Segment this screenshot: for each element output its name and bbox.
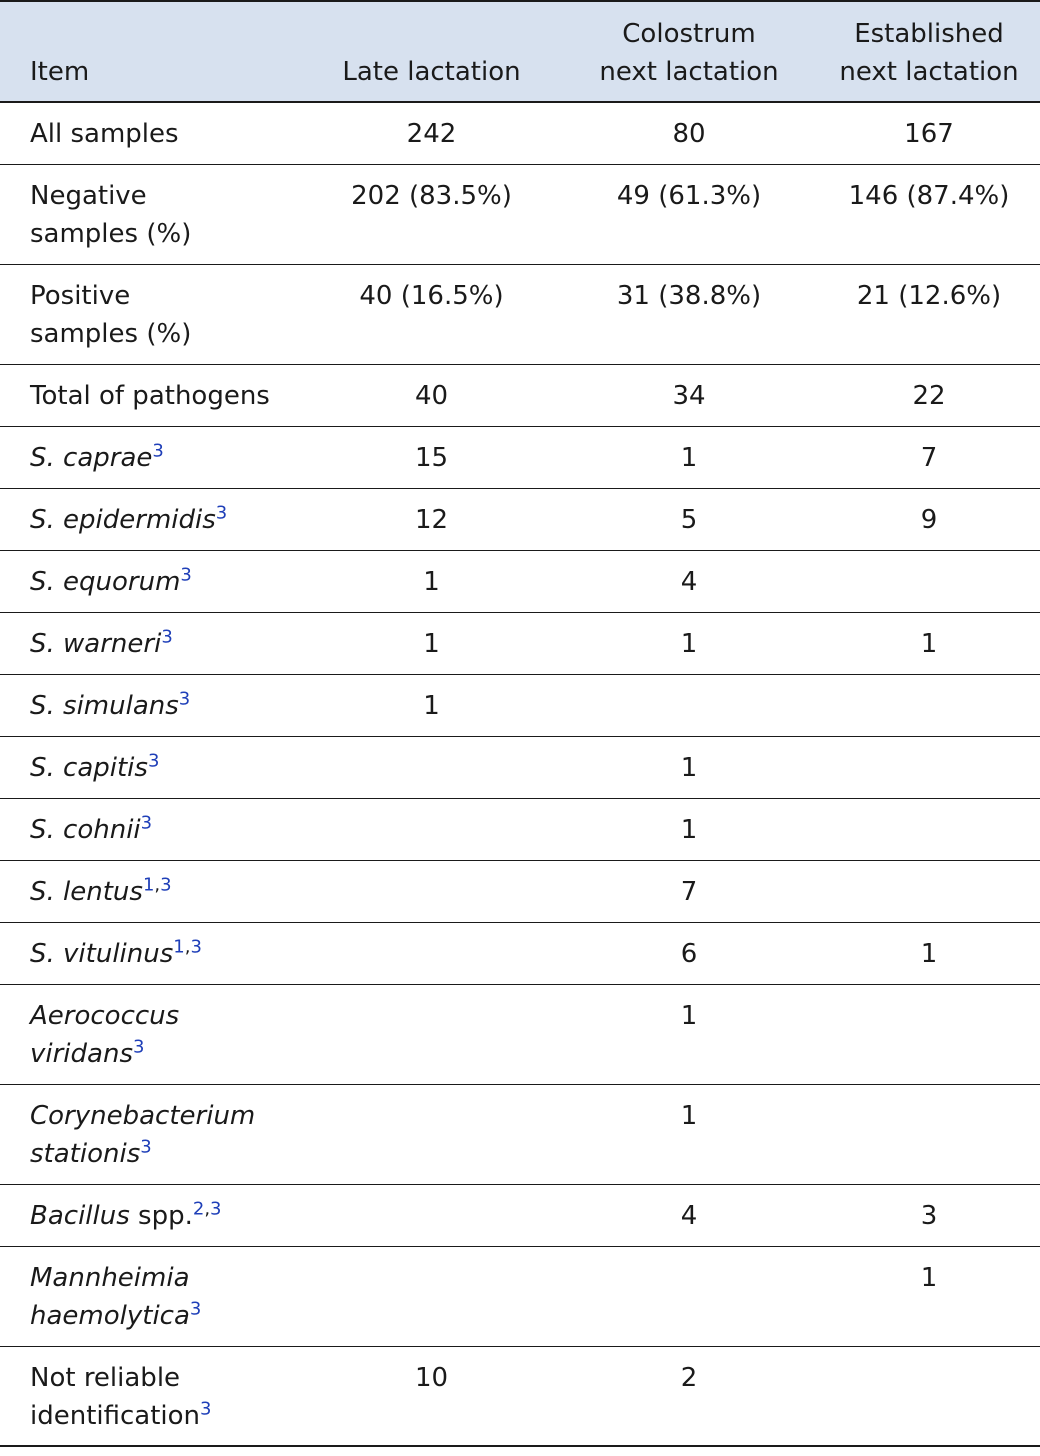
row-label-line2: identification xyxy=(30,1400,201,1431)
table-row xyxy=(0,1184,1040,1246)
species-name: S. cohnii xyxy=(30,814,141,845)
row-label xyxy=(0,1084,303,1184)
row-label xyxy=(0,1184,303,1246)
species-name-line2: stationis xyxy=(30,1138,141,1169)
table-header xyxy=(0,1,1040,102)
footnote-ref[interactable]: 3 xyxy=(210,1197,222,1219)
row-label: All samples xyxy=(30,119,179,149)
table-row xyxy=(0,426,1040,488)
cell-late: 1 xyxy=(423,690,440,721)
cell-colostrum: 1 xyxy=(680,1100,698,1131)
species-name: S. warneri xyxy=(30,628,162,659)
cell-late: 40 (16.5%) xyxy=(359,280,504,311)
table-row xyxy=(0,1084,1040,1184)
header-established-line1: Established xyxy=(854,19,1004,49)
cell-late xyxy=(303,1084,560,1184)
cell-established: 7 xyxy=(920,442,938,473)
species-name: S. simulans xyxy=(30,690,179,721)
cell-established xyxy=(818,860,1040,922)
cell-established: 3 xyxy=(920,1200,938,1231)
table-row xyxy=(0,922,1040,984)
footnote-ref[interactable]: 3 xyxy=(190,935,202,957)
species-name: S. lentus xyxy=(30,876,143,907)
row-label-line1: Negative xyxy=(30,180,147,211)
row-label-line1: Not reliable xyxy=(30,1362,181,1393)
cell-established: 9 xyxy=(920,504,938,535)
cell-colostrum: 6 xyxy=(680,938,698,969)
cell-established xyxy=(818,1346,1040,1446)
row-label xyxy=(0,736,303,798)
header-established-line2: next lactation xyxy=(839,57,1019,87)
cell-late xyxy=(303,860,560,922)
table-row xyxy=(0,798,1040,860)
cell-established: 1 xyxy=(920,1262,938,1293)
footnote-separator: , xyxy=(184,935,191,957)
species-name-line2: viridans xyxy=(30,1038,133,1069)
cell-colostrum: 31 (38.8%) xyxy=(616,280,762,311)
cell-established xyxy=(818,736,1040,798)
footnote-ref[interactable]: 1 xyxy=(142,873,155,895)
row-label xyxy=(0,922,303,984)
cell-colostrum: 4 xyxy=(680,566,698,597)
footnote-ref[interactable]: 3 xyxy=(140,811,153,833)
row-label xyxy=(0,984,303,1084)
species-name: S. vitulinus xyxy=(30,938,174,969)
header-item: Item xyxy=(30,57,90,87)
cell-established xyxy=(818,798,1040,860)
footnote-ref[interactable]: 3 xyxy=(132,1035,145,1057)
table-row xyxy=(0,736,1040,798)
cell-colostrum: 1 xyxy=(680,1000,698,1031)
row-label: Total of pathogens xyxy=(30,380,270,411)
footnote-ref[interactable]: 1 xyxy=(173,935,185,957)
footnote-separator: , xyxy=(204,1197,211,1219)
cell-established xyxy=(818,674,1040,736)
footnote-ref[interactable]: 3 xyxy=(140,1135,152,1157)
table-row xyxy=(0,164,1040,264)
row-label xyxy=(0,488,303,550)
footnote-ref[interactable]: 3 xyxy=(161,625,173,647)
cell-colostrum: 80 xyxy=(672,119,706,149)
footnote-ref[interactable]: 2 xyxy=(192,1197,205,1219)
row-label xyxy=(0,550,303,612)
cell-established: 146 (87.4%) xyxy=(848,180,1010,211)
species-name: Bacillus xyxy=(30,1200,130,1231)
row-label xyxy=(0,798,303,860)
footnote-ref[interactable]: 3 xyxy=(200,1397,212,1419)
cell-late: 1 xyxy=(423,628,440,659)
footnote-ref[interactable]: 3 xyxy=(147,749,160,771)
cell-late xyxy=(303,736,560,798)
cell-established: 1 xyxy=(920,938,938,969)
header-late-lactation: Late lactation xyxy=(342,57,521,87)
footnote-ref[interactable]: 3 xyxy=(180,563,192,585)
cell-late xyxy=(303,1184,560,1246)
row-label xyxy=(0,860,303,922)
table-row xyxy=(0,364,1040,426)
cell-late: 10 xyxy=(414,1362,449,1393)
cell-late: 242 xyxy=(406,119,457,149)
row-label-line2: samples (%) xyxy=(30,318,192,349)
table-row xyxy=(0,102,1040,164)
row-label-line1: Positive xyxy=(30,280,131,311)
table-row xyxy=(0,984,1040,1084)
cell-late xyxy=(303,1246,560,1346)
footnote-ref[interactable]: 3 xyxy=(160,873,172,895)
cell-late xyxy=(303,798,560,860)
cell-late: 1 xyxy=(423,566,440,597)
footnote-ref[interactable]: 3 xyxy=(178,687,191,709)
footnote-ref[interactable]: 3 xyxy=(152,439,164,461)
header-colostrum xyxy=(560,1,818,102)
row-label xyxy=(0,164,303,264)
cell-late xyxy=(303,984,560,1084)
row-label xyxy=(0,264,303,364)
cell-late xyxy=(303,922,560,984)
cell-colostrum: 2 xyxy=(680,1362,698,1393)
table-row xyxy=(0,612,1040,674)
cell-late: 40 xyxy=(414,380,449,411)
cell-late: 15 xyxy=(414,442,449,473)
cell-colostrum: 1 xyxy=(680,752,698,783)
table-row xyxy=(0,674,1040,736)
header-colostrum-line1: Colostrum xyxy=(622,19,756,49)
header-row xyxy=(0,1,1040,102)
cell-established xyxy=(818,984,1040,1084)
table-row xyxy=(0,860,1040,922)
row-label-line2: samples (%) xyxy=(30,218,192,249)
cell-colostrum: 4 xyxy=(680,1200,698,1231)
cell-colostrum: 49 (61.3%) xyxy=(616,180,762,211)
table-row xyxy=(0,488,1040,550)
row-label xyxy=(0,1246,303,1346)
cell-established: 22 xyxy=(912,380,946,411)
species-name: S. epidermidis xyxy=(30,504,216,535)
footnote-ref[interactable]: 3 xyxy=(215,501,228,523)
species-name-line2: haemolytica xyxy=(30,1300,190,1331)
row-label xyxy=(0,612,303,674)
row-label xyxy=(0,426,303,488)
table-row xyxy=(0,1246,1040,1346)
cell-colostrum xyxy=(560,674,818,736)
cell-colostrum xyxy=(560,1246,818,1346)
table-row xyxy=(0,1346,1040,1446)
species-name-line1: Aerococcus xyxy=(30,1000,180,1031)
species-name: S. capitis xyxy=(30,752,148,783)
table-body xyxy=(0,102,1040,1446)
table-row xyxy=(0,550,1040,612)
species-suffix: spp. xyxy=(129,1200,193,1231)
cell-established: 167 xyxy=(904,119,954,149)
cell-colostrum: 7 xyxy=(680,876,698,907)
species-name-line1: Mannheimia xyxy=(30,1262,190,1293)
header-colostrum-line2: next lactation xyxy=(599,57,779,87)
cell-colostrum: 5 xyxy=(680,504,698,535)
row-label xyxy=(0,674,303,736)
cell-late: 12 xyxy=(414,504,449,535)
header-established xyxy=(818,1,1040,102)
species-name: S. caprae xyxy=(30,442,153,473)
cell-colostrum: 1 xyxy=(680,814,698,845)
row-label xyxy=(0,1346,303,1446)
footnote-separator: , xyxy=(154,873,161,895)
cell-colostrum: 34 xyxy=(672,380,706,411)
table-row xyxy=(0,264,1040,364)
cell-late: 202 (83.5%) xyxy=(351,180,512,211)
cell-established xyxy=(818,1084,1040,1184)
footnote-ref[interactable]: 3 xyxy=(189,1297,202,1319)
cell-colostrum: 1 xyxy=(680,442,698,473)
cell-colostrum: 1 xyxy=(680,628,698,659)
species-name: S. equorum xyxy=(30,566,181,597)
cell-established: 1 xyxy=(920,628,938,659)
cell-established xyxy=(818,550,1040,612)
cell-established: 21 (12.6%) xyxy=(856,280,1002,311)
species-name-line1: Corynebacterium xyxy=(30,1100,256,1131)
